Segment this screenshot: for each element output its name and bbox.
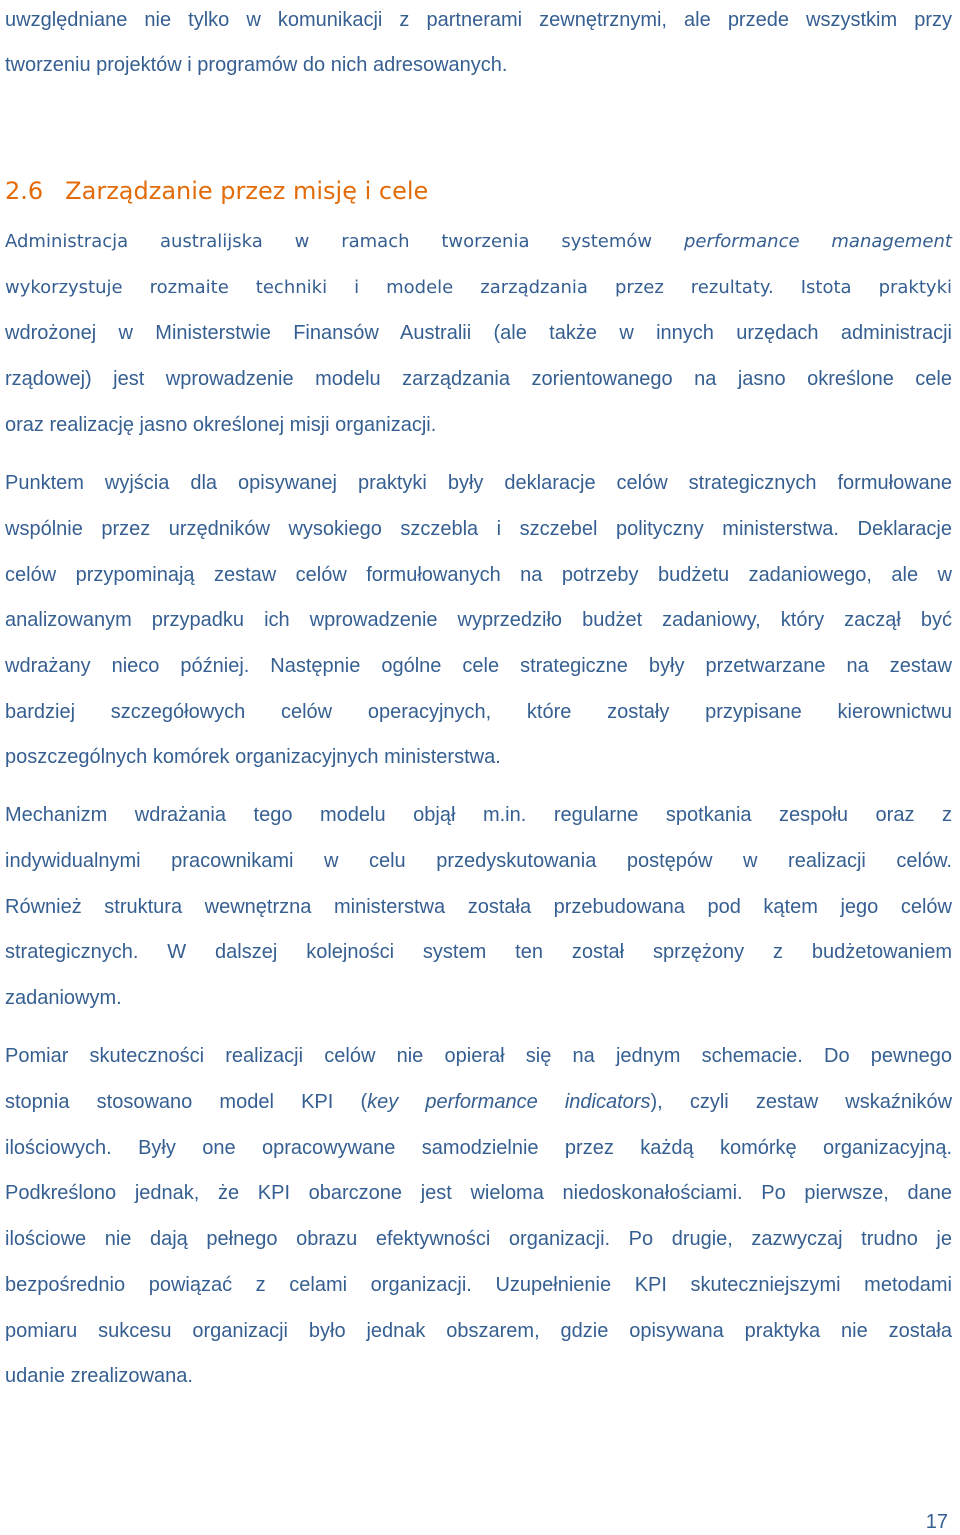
text-line: Podkreślono jednak, że KPI obarczone jest wieloma niedoskonałościami. Po pierwsze, dane <box>5 1182 952 1204</box>
text-line: Mechanizm wdrażania tego modelu objął m.in. regularne spotkania zespołu oraz z <box>5 804 952 826</box>
text-line: Pomiar skuteczności realizacji celów nie opierał się na jednym schemacie. Do pewnego <box>5 1045 952 1067</box>
text-line: pomiaru sukcesu organizacji było jednak obszarem, gdzie opisywana praktyka nie została <box>5 1320 952 1342</box>
text-line: wdrażany nieco później. Następnie ogólne cele strategiczne były przetwarzane na zestaw <box>5 655 952 677</box>
section-number: 2.6 <box>5 177 44 205</box>
text-span: wykorzystuje rozmaite techniki i modele zarządzania przez rezultaty. Istota praktyki <box>5 277 952 298</box>
text-line: Punktem wyjścia dla opisywanej praktyki były deklaracje celów strategicznych formułowane <box>5 472 952 494</box>
text-line: ilościowych. Były one opracowywane samodzielnie przez każdą komórkę organizacyjną. <box>5 1137 952 1159</box>
text-line: udanie zrealizowana. <box>5 1365 193 1387</box>
text-line: oraz realizację jasno określonej misji organizacji. <box>5 414 437 436</box>
text-line: rządowej) jest wprowadzenie modelu zarządzania zorientowanego na jasno określone cele <box>5 368 952 390</box>
section-heading <box>5 176 428 206</box>
text-line <box>5 229 952 255</box>
text-span: Administracja australijska w ramach tworzenia systemów <box>5 231 684 252</box>
text-line: indywidualnymi pracownikami w celu przedyskutowania postępów w realizacji celów. <box>5 850 952 872</box>
text-line: poszczególnych komórek organizacyjnych ministerstwa. <box>5 746 501 768</box>
text-line: strategicznych. W dalszej kolejności system ten został sprzężony z budżetowaniem <box>5 941 952 963</box>
text-line: zadaniowym. <box>5 987 122 1009</box>
italic-term: performance management <box>683 231 952 252</box>
text-line: celów przypominają zestaw celów formułowanych na potrzeby budżetu zadaniowego, ale w <box>5 564 952 586</box>
text-line: tworzeniu projektów i programów do nich adresowanych. <box>5 54 508 76</box>
text-line: uwzględniane nie tylko w komunikacji z partnerami zewnętrznymi, ale przede wszystkim przy <box>5 9 952 31</box>
text-line: wdrożonej w Ministerstwie Finansów Australii (ale także w innych urzędach administracji <box>5 322 952 344</box>
text-line: Również struktura wewnętrzna ministerstwa została przebudowana pod kątem jego celów <box>5 896 952 918</box>
page-number: 17 <box>925 1511 948 1533</box>
text-line: wspólnie przez urzędników wysokiego szczebla i szczebel polityczny ministerstwa. Deklaracje <box>5 518 952 540</box>
text-line: bezpośrednio powiązać z celami organizacji. Uzupełnienie KPI skuteczniejszymi metodami <box>5 1274 952 1296</box>
italic-term: key performance indicators <box>367 1091 651 1113</box>
text-line: ilościowe nie dają pełnego obrazu efektywności organizacji. Po drugie, zazwyczaj trudno je <box>5 1228 952 1250</box>
text-span: stopnia stosowano model KPI ( <box>5 1091 368 1113</box>
text-line: bardziej szczegółowych celów operacyjnych, które zostały przypisane kierownictwu <box>5 701 952 723</box>
text-span: ), czyli zestaw wskaźników <box>650 1091 953 1113</box>
text-line <box>5 1089 952 1115</box>
text-line: analizowanym przypadku ich wprowadzenie wyprzedziło budżet zadaniowy, który zaczął być <box>5 609 952 631</box>
section-title: Zarządzanie przez misję i cele <box>65 177 429 205</box>
text-line <box>5 275 952 301</box>
